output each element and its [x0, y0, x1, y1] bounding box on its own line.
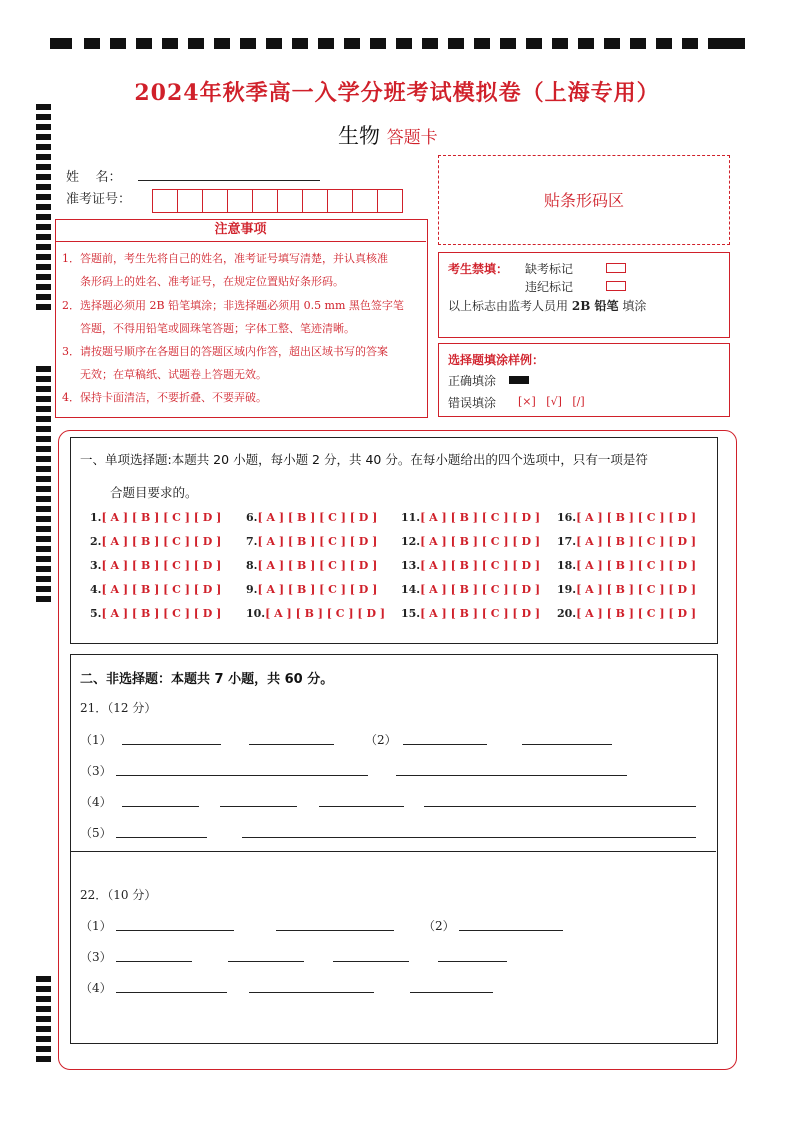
q22-part3: （3） [80, 950, 112, 964]
forbidden-title: 考生禁填： [448, 262, 509, 276]
mc-number: 5. [90, 607, 102, 620]
mc-options[interactable]: [ A ] [ B ] [ C ] [ D ] [257, 535, 378, 548]
mc-number: 6. [246, 511, 258, 524]
notice-item: 2．选择题必须用 2B 铅笔填涂；非选择题必须用 0.5 mm 黑色签字笔 [62, 299, 404, 312]
mc-question[interactable] [90, 583, 221, 596]
q22-label: 22．（10 分） [80, 888, 157, 902]
mc-number: 20. [557, 607, 577, 620]
answer-line[interactable] [116, 961, 192, 962]
answer-line[interactable] [116, 837, 207, 838]
mc-number: 8. [246, 559, 258, 572]
mc-number: 19. [557, 583, 577, 596]
barcode-area [438, 155, 730, 245]
answer-line[interactable] [249, 992, 374, 993]
mc-question[interactable] [246, 583, 377, 596]
mc-options[interactable]: [ A ] [ B ] [ C ] [ D ] [257, 559, 378, 572]
mc-question[interactable] [401, 535, 540, 548]
mc-options[interactable]: [ A ] [ B ] [ C ] [ D ] [576, 559, 697, 572]
notice-item: 4．保持卡面清洁，不要折叠、不要弄破。 [62, 391, 267, 404]
mc-options[interactable]: [ A ] [ B ] [ C ] [ D ] [420, 511, 541, 524]
mc-options[interactable]: [ A ] [ B ] [ C ] [ D ] [257, 511, 378, 524]
answer-line[interactable] [522, 744, 612, 745]
mc-question[interactable] [401, 583, 540, 596]
answer-line[interactable] [333, 961, 409, 962]
id-label: 准考证号： [66, 192, 132, 207]
mc-options[interactable]: [ A ] [ B ] [ C ] [ D ] [101, 607, 222, 620]
answer-line[interactable] [220, 806, 297, 807]
mc-options[interactable]: [ A ] [ B ] [ C ] [ D ] [420, 583, 541, 596]
mc-options[interactable]: [ A ] [ B ] [ C ] [ D ] [576, 607, 697, 620]
q22-part2: （2） [423, 919, 455, 933]
mc-options[interactable]: [ A ] [ B ] [ C ] [ D ] [101, 559, 222, 572]
answer-line[interactable] [459, 930, 563, 931]
card-label: 答题卡 [386, 128, 438, 148]
wrong-fill-samples: [×] [√] [/] [518, 395, 585, 408]
notice-item: 3．请按题号顺序在各题目的答题区域内作答，超出区域书写的答案 [62, 345, 388, 358]
subject-heading [338, 120, 438, 150]
mc-options[interactable]: [ A ] [ B ] [ C ] [ D ] [101, 535, 222, 548]
mc-number: 11. [401, 511, 421, 524]
answer-line[interactable] [249, 744, 334, 745]
answer-line[interactable] [424, 806, 696, 807]
mc-question[interactable] [557, 559, 696, 572]
name-field[interactable] [138, 180, 320, 181]
mc-question[interactable] [557, 535, 696, 548]
mc-number: 3. [90, 559, 102, 572]
mc-question[interactable] [246, 535, 377, 548]
wrong-label: 错误填涂 [448, 396, 497, 410]
mc-question[interactable] [246, 511, 377, 524]
mc-question[interactable] [90, 559, 221, 572]
mc-number: 1. [90, 511, 102, 524]
mc-options[interactable]: [ A ] [ B ] [ C ] [ D ] [101, 583, 222, 596]
answer-line[interactable] [403, 744, 487, 745]
mc-question[interactable] [90, 607, 221, 620]
q22-part1: （1） [80, 919, 112, 933]
mc-number: 15. [401, 607, 421, 620]
q21-part4: （4） [80, 795, 112, 809]
q21-part5: （5） [80, 826, 112, 840]
mc-options[interactable]: [ A ] [ B ] [ C ] [ D ] [257, 583, 378, 596]
mc-question[interactable] [401, 559, 540, 572]
q21-label: 21．（12 分） [80, 701, 157, 715]
mc-question[interactable] [557, 583, 696, 596]
absent-mark-box[interactable] [606, 263, 626, 273]
q21-part2: （2） [365, 733, 397, 747]
section1-title: 一、单项选择题:本题共 20 小题，每小题 2 分，共 40 分。在每小题给出的四个选项中，只有一项是符 [80, 452, 648, 467]
mc-question[interactable] [246, 607, 385, 620]
mc-number: 17. [557, 535, 577, 548]
answer-line[interactable] [242, 837, 696, 838]
answer-line[interactable] [228, 961, 304, 962]
subject: 生物 [338, 124, 380, 148]
mc-number: 12. [401, 535, 421, 548]
answer-line[interactable] [122, 744, 221, 745]
answer-line[interactable] [276, 930, 394, 931]
note-post: 填涂 [622, 299, 647, 313]
notice-item: 条形码上的姓名、准考证号，在规定位置贴好条形码。 [80, 275, 344, 288]
answer-line[interactable] [116, 992, 227, 993]
correct-label: 正确填涂 [448, 374, 497, 388]
notice-title: 注意事项 [55, 219, 426, 242]
mc-question[interactable] [557, 511, 696, 524]
note-bold: 2B 铅笔 [571, 299, 619, 313]
correct-fill-sample [509, 376, 529, 384]
mc-number: 16. [557, 511, 577, 524]
top-timing-marks [50, 38, 745, 50]
section2-box [70, 654, 718, 1044]
mc-question[interactable] [246, 559, 377, 572]
mc-number: 14. [401, 583, 421, 596]
violation-mark-box[interactable] [606, 281, 626, 291]
answer-line[interactable] [116, 930, 234, 931]
notice-item: 无效；在草稿纸、试题卷上答题无效。 [80, 368, 267, 381]
mc-question[interactable] [90, 511, 221, 524]
id-number-boxes[interactable] [152, 189, 403, 213]
answer-line[interactable] [122, 806, 199, 807]
note-pre: 以上标志由监考人员用 [448, 299, 569, 313]
fill-example-title: 选择题填涂样例： [448, 353, 545, 367]
answer-line[interactable] [438, 961, 507, 962]
q21-part1: （1） [80, 733, 112, 747]
q22-part4: （4） [80, 981, 112, 995]
notice-item: 1．答题前，考生先将自己的姓名，准考证号填写清楚，并认真核准 [62, 252, 388, 265]
mc-number: 13. [401, 559, 421, 572]
violation-label: 违纪标记 [525, 280, 574, 294]
mc-options[interactable]: [ A ] [ B ] [ C ] [ D ] [265, 607, 386, 620]
mc-options[interactable]: [ A ] [ B ] [ C ] [ D ] [101, 511, 222, 524]
mc-number: 2. [90, 535, 102, 548]
section2-divider [70, 851, 716, 852]
mc-options[interactable]: [ A ] [ B ] [ C ] [ D ] [420, 535, 541, 548]
mc-question[interactable] [90, 535, 221, 548]
section2-title: 二、非选择题：本题共 7 小题，共 60 分。 [80, 672, 334, 687]
answer-line[interactable] [396, 775, 627, 776]
mc-question[interactable] [557, 607, 696, 620]
absent-label: 缺考标记 [525, 262, 574, 276]
exam-title: 2024年秋季高一入学分班考试模拟卷（上海专用） [134, 80, 660, 106]
section1-title-cont: 合题目要求的。 [110, 485, 198, 500]
notice-item: 答题，不得用铅笔或圆珠笔答题；字体工整、笔迹清晰。 [80, 322, 355, 335]
answer-line[interactable] [410, 992, 493, 993]
mc-number: 10. [246, 607, 266, 620]
mc-number: 4. [90, 583, 102, 596]
mc-number: 9. [246, 583, 258, 596]
mc-options[interactable]: [ A ] [ B ] [ C ] [ D ] [576, 535, 697, 548]
forbidden-note [448, 297, 646, 314]
mc-options[interactable]: [ A ] [ B ] [ C ] [ D ] [576, 511, 697, 524]
mc-number: 18. [557, 559, 577, 572]
barcode-label: 贴条形码区 [543, 191, 624, 210]
q21-part3: （3） [80, 764, 112, 778]
answer-line[interactable] [319, 806, 404, 807]
name-label: 姓 名： [66, 170, 122, 185]
mc-options[interactable]: [ A ] [ B ] [ C ] [ D ] [420, 607, 541, 620]
mc-question[interactable] [401, 511, 540, 524]
mc-number: 7. [246, 535, 258, 548]
answer-line[interactable] [116, 775, 368, 776]
mc-question[interactable] [401, 607, 540, 620]
mc-options[interactable]: [ A ] [ B ] [ C ] [ D ] [576, 583, 697, 596]
mc-options[interactable]: [ A ] [ B ] [ C ] [ D ] [420, 559, 541, 572]
